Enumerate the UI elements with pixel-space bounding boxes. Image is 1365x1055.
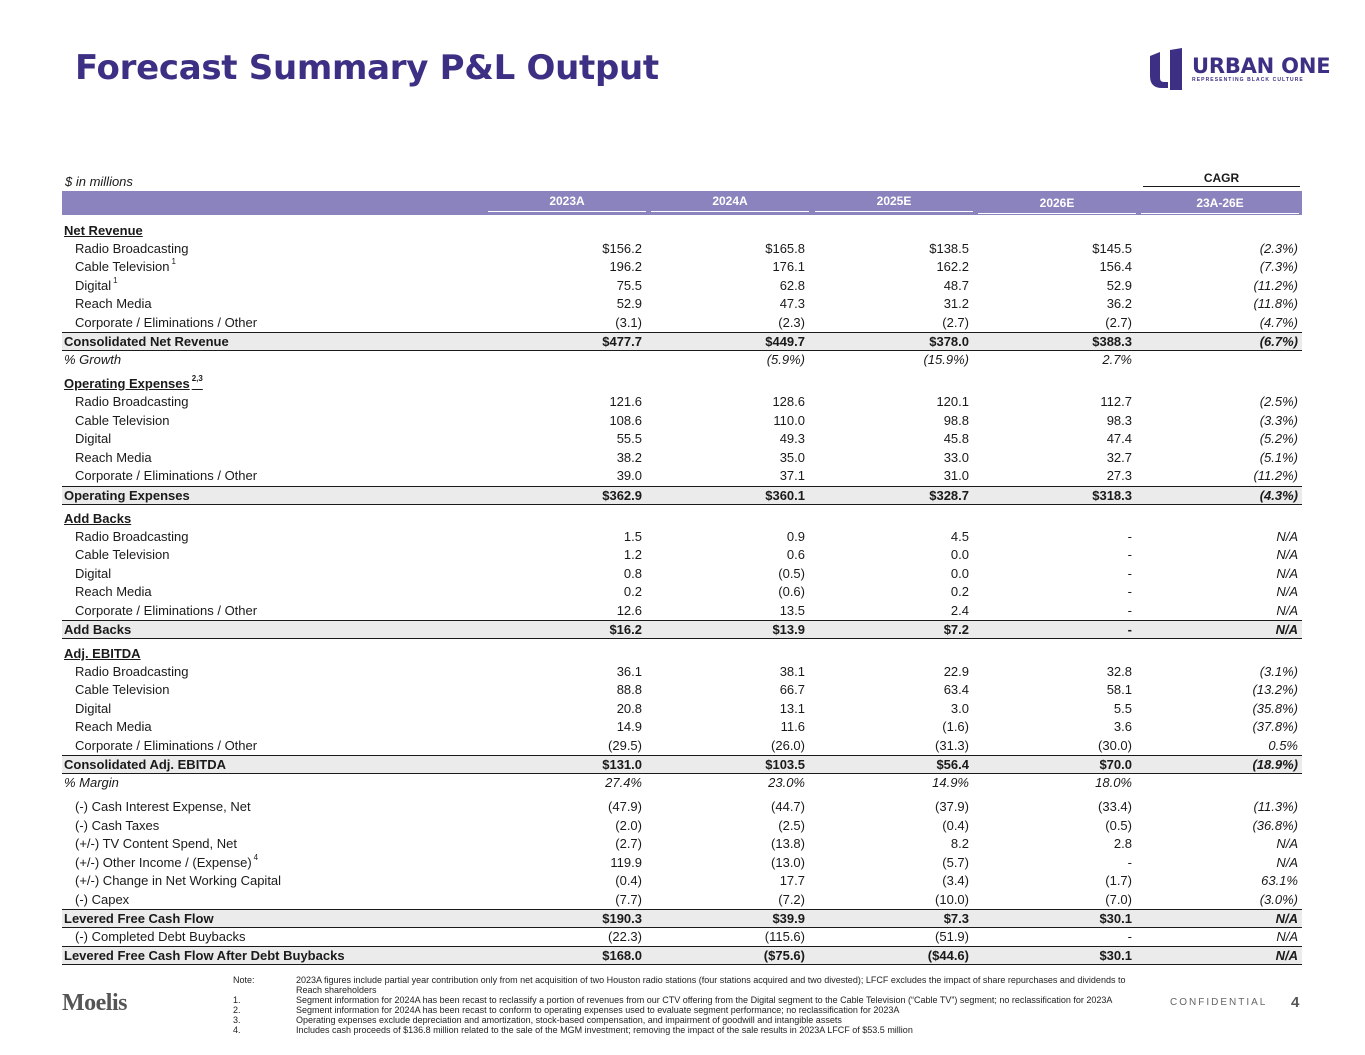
cagr-cell: (36.8%) bbox=[1252, 818, 1298, 833]
value-cell: 12.6 bbox=[616, 603, 642, 618]
table-row bbox=[62, 351, 1302, 369]
value-cell: $70.0 bbox=[1099, 757, 1132, 772]
value-cell: (13.8) bbox=[771, 836, 805, 851]
value-cell: 31.0 bbox=[943, 468, 969, 483]
value-cell: (26.0) bbox=[771, 738, 805, 753]
table-row bbox=[62, 835, 1302, 853]
cagr-cell: (4.7%) bbox=[1259, 315, 1298, 330]
value-cell: $360.1 bbox=[765, 488, 805, 503]
value-cell: 32.8 bbox=[1106, 664, 1132, 679]
value-cell: (33.4) bbox=[1098, 799, 1132, 814]
row-label: Radio Broadcasting bbox=[75, 394, 189, 409]
moelis-logo: Moelis bbox=[62, 990, 127, 1016]
value-cell: 0.2 bbox=[623, 584, 642, 599]
column-header-2024a: 2024A bbox=[651, 194, 809, 212]
value-cell: 112.7 bbox=[1100, 394, 1132, 409]
footnote bbox=[233, 1005, 1133, 1015]
value-cell: $477.7 bbox=[602, 334, 642, 349]
value-cell: - bbox=[1127, 529, 1132, 544]
value-cell: 47.4 bbox=[1106, 431, 1132, 446]
row-label: Digital bbox=[75, 431, 112, 446]
footnote-ref: 2,3 bbox=[191, 374, 203, 383]
footnotes bbox=[233, 975, 1133, 1035]
row-label: Add Backs bbox=[64, 622, 132, 637]
footnote bbox=[233, 975, 1133, 995]
value-cell: - bbox=[1127, 547, 1132, 562]
section-header-row bbox=[62, 645, 1302, 663]
row-label: Reach Media bbox=[75, 296, 152, 311]
total-row bbox=[62, 946, 1302, 965]
table-row bbox=[62, 393, 1302, 411]
cagr-cell: N/A bbox=[1276, 855, 1298, 870]
value-cell: $131.0 bbox=[602, 757, 642, 772]
row-label: Corporate / Eliminations / Other bbox=[75, 603, 258, 618]
row-label: Cable Television bbox=[75, 682, 170, 697]
value-cell: 31.2 bbox=[943, 296, 969, 311]
value-cell: 88.8 bbox=[616, 682, 642, 697]
value-cell: 0.6 bbox=[786, 547, 805, 562]
value-cell: 196.2 bbox=[609, 259, 642, 274]
column-header-2026e: 2026E bbox=[978, 196, 1136, 214]
table-row bbox=[62, 528, 1302, 546]
value-cell: 11.6 bbox=[780, 719, 805, 734]
row-label: Levered Free Cash Flow bbox=[64, 911, 214, 926]
value-cell: $190.3 bbox=[602, 911, 642, 926]
table-row bbox=[62, 277, 1302, 295]
units-label: $ in millions bbox=[65, 174, 133, 189]
value-cell: (10.0) bbox=[935, 892, 969, 907]
cagr-cell: N/A bbox=[1275, 911, 1298, 926]
footnote-ref: 1 bbox=[171, 257, 176, 266]
value-cell: ($44.6) bbox=[927, 948, 969, 963]
footnote-ref: 1 bbox=[113, 276, 118, 285]
cagr-cell: N/A bbox=[1276, 547, 1298, 562]
value-cell: $165.8 bbox=[765, 241, 805, 256]
value-cell: 33.0 bbox=[943, 450, 969, 465]
table-row bbox=[62, 412, 1302, 430]
value-cell: 2.8 bbox=[1113, 836, 1132, 851]
value-cell: $56.4 bbox=[936, 757, 969, 772]
row-label: Cable Television bbox=[75, 413, 170, 428]
value-cell: 14.9% bbox=[932, 775, 969, 790]
value-cell: (2.7) bbox=[615, 836, 642, 851]
value-cell: 13.1 bbox=[779, 701, 805, 716]
table-row bbox=[62, 774, 1302, 792]
cagr-cell: (3.3%) bbox=[1259, 413, 1298, 428]
value-cell: - bbox=[1127, 584, 1132, 599]
value-cell: (2.0) bbox=[615, 818, 642, 833]
cagr-cell: (3.1%) bbox=[1259, 664, 1298, 679]
cagr-cell: (13.2%) bbox=[1252, 682, 1298, 697]
table-row bbox=[62, 817, 1302, 835]
value-cell: $378.0 bbox=[929, 334, 969, 349]
total-row bbox=[62, 486, 1302, 505]
row-label: Digital bbox=[75, 701, 112, 716]
value-cell: $30.1 bbox=[1099, 948, 1132, 963]
cagr-cell: (11.3%) bbox=[1253, 799, 1298, 814]
value-cell: 0.0 bbox=[950, 566, 969, 581]
value-cell: (7.0) bbox=[1105, 892, 1132, 907]
row-label: Corporate / Eliminations / Other bbox=[75, 315, 258, 330]
value-cell: 52.9 bbox=[1106, 278, 1132, 293]
total-row bbox=[62, 620, 1302, 639]
value-cell: 18.0% bbox=[1095, 775, 1132, 790]
value-cell: 0.9 bbox=[786, 529, 805, 544]
footnote-text: Operating expenses exclude depreciation and amortization, stock-based compensation, and impairment of goodwill and intangible assets bbox=[296, 1015, 842, 1025]
value-cell: 98.8 bbox=[943, 413, 969, 428]
row-label: Digital $^1$ bbox=[75, 276, 118, 293]
footnote-key: 1. bbox=[233, 995, 241, 1005]
value-cell: 39.0 bbox=[616, 468, 642, 483]
cagr-cell: N/A bbox=[1276, 529, 1298, 544]
value-cell: - bbox=[1127, 929, 1132, 944]
value-cell: 17.7 bbox=[779, 873, 805, 888]
value-cell: 23.0% bbox=[768, 775, 805, 790]
value-cell: 98.3 bbox=[1106, 413, 1132, 428]
value-cell: (7.7) bbox=[615, 892, 642, 907]
row-label: Corporate / Eliminations / Other bbox=[75, 468, 258, 483]
logo-name: URBAN ONE bbox=[1192, 53, 1331, 78]
value-cell: 20.8 bbox=[616, 701, 642, 716]
confidential-label: CONFIDENTIAL bbox=[1170, 997, 1268, 1008]
value-cell: 1.2 bbox=[623, 547, 642, 562]
row-label: Radio Broadcasting bbox=[75, 664, 189, 679]
footnote bbox=[233, 1025, 1133, 1035]
row-label: Add Backs bbox=[64, 511, 132, 526]
row-label: Consolidated Net Revenue bbox=[64, 334, 229, 349]
urban-one-logo-icon bbox=[1148, 48, 1188, 90]
value-cell: 176.1 bbox=[772, 259, 805, 274]
section-header-row bbox=[62, 222, 1302, 240]
page-number: 4 bbox=[1291, 994, 1300, 1011]
cagr-cell: (18.9%) bbox=[1252, 757, 1298, 772]
row-label: Cable Television bbox=[75, 547, 170, 562]
table-row bbox=[62, 565, 1302, 583]
value-cell: (29.5) bbox=[608, 738, 642, 753]
cagr-cell: N/A bbox=[1276, 603, 1298, 618]
table-row bbox=[62, 430, 1302, 448]
table-row bbox=[62, 295, 1302, 313]
table-row bbox=[62, 449, 1302, 467]
table-row bbox=[62, 700, 1302, 718]
value-cell: 3.6 bbox=[1113, 719, 1132, 734]
value-cell: $145.5 bbox=[1092, 241, 1132, 256]
value-cell: (0.5) bbox=[1105, 818, 1132, 833]
row-label: Operating Expenses bbox=[64, 488, 190, 503]
footnote-key: 4. bbox=[233, 1025, 241, 1035]
value-cell: ($75.6) bbox=[763, 948, 805, 963]
urban-one-logo bbox=[1148, 48, 1330, 90]
table-row bbox=[62, 718, 1302, 736]
value-cell: (7.2) bbox=[778, 892, 805, 907]
row-label: (-) Completed Debt Buybacks bbox=[75, 929, 246, 944]
cagr-cell: (6.7%) bbox=[1259, 334, 1298, 349]
value-cell: $362.9 bbox=[602, 488, 642, 503]
value-cell: $168.0 bbox=[602, 948, 642, 963]
table-row bbox=[62, 583, 1302, 601]
value-cell: 27.4% bbox=[605, 775, 642, 790]
row-label: Corporate / Eliminations / Other bbox=[75, 738, 258, 753]
value-cell: $16.2 bbox=[609, 622, 642, 637]
value-cell: (13.0) bbox=[771, 855, 805, 870]
value-cell: $13.9 bbox=[772, 622, 805, 637]
table-row bbox=[62, 854, 1302, 872]
column-header-23a-26e: 23A-26E bbox=[1141, 196, 1299, 214]
value-cell: (3.4) bbox=[942, 873, 969, 888]
total-row bbox=[62, 332, 1302, 351]
row-label: % Margin bbox=[64, 775, 119, 790]
row-label: Reach Media bbox=[75, 719, 152, 734]
value-cell: 38.2 bbox=[616, 450, 642, 465]
value-cell: 48.7 bbox=[943, 278, 969, 293]
footnote-key: 2. bbox=[233, 1005, 241, 1015]
cagr-cell: (11.8%) bbox=[1253, 296, 1298, 311]
table-row bbox=[62, 663, 1302, 681]
footnote-text: Includes cash proceeds of $136.8 million related to the sale of the MGM investment; removing the impact of the sale results in 2023A LFCF of $53.5 million bbox=[296, 1025, 913, 1035]
value-cell: (1.7) bbox=[1105, 873, 1132, 888]
table-row bbox=[62, 872, 1302, 890]
table-row bbox=[62, 240, 1302, 258]
value-cell: - bbox=[1127, 566, 1132, 581]
cagr-cell: 0.5% bbox=[1268, 738, 1298, 753]
value-cell: 120.1 bbox=[936, 394, 969, 409]
row-label: (-) Cash Interest Expense, Net bbox=[75, 799, 251, 814]
table-row bbox=[62, 314, 1302, 332]
row-label: Reach Media bbox=[75, 584, 152, 599]
value-cell: (31.3) bbox=[935, 738, 969, 753]
total-row bbox=[62, 755, 1302, 774]
value-cell: (5.7) bbox=[942, 855, 969, 870]
value-cell: 47.3 bbox=[779, 296, 805, 311]
value-cell: (0.6) bbox=[778, 584, 805, 599]
row-label: Net Revenue bbox=[64, 223, 143, 238]
value-cell: 36.2 bbox=[1106, 296, 1132, 311]
cagr-cell: (4.3%) bbox=[1259, 488, 1298, 503]
footnote-key: Note: bbox=[233, 975, 255, 985]
value-cell: 2.7% bbox=[1102, 352, 1132, 367]
footnote-text: 2023A figures include partial year contribution only from net acquisition of two Houston radio stations (four stations acquired and two divested); LFCF excludes the impact of share repurchases and dividends to Reach shareholders bbox=[296, 975, 1126, 995]
row-label: Digital bbox=[75, 566, 112, 581]
table-row bbox=[62, 891, 1302, 909]
row-label: Consolidated Adj. EBITDA bbox=[64, 757, 227, 772]
row-label: Radio Broadcasting bbox=[75, 529, 189, 544]
value-cell: 66.7 bbox=[779, 682, 805, 697]
cagr-cell: N/A bbox=[1276, 584, 1298, 599]
value-cell: (37.9) bbox=[935, 799, 969, 814]
value-cell: (22.3) bbox=[608, 929, 642, 944]
value-cell: (2.5) bbox=[778, 818, 805, 833]
cagr-cell: (11.2%) bbox=[1253, 278, 1298, 293]
row-label: (+/-) TV Content Spend, Net bbox=[75, 836, 237, 851]
value-cell: 49.3 bbox=[779, 431, 805, 446]
footnote bbox=[233, 1015, 1133, 1025]
value-cell: $449.7 bbox=[765, 334, 805, 349]
value-cell: 14.9 bbox=[616, 719, 642, 734]
value-cell: 27.3 bbox=[1106, 468, 1132, 483]
value-cell: 32.7 bbox=[1106, 450, 1132, 465]
cagr-cell: N/A bbox=[1276, 566, 1298, 581]
cagr-cell: (11.2%) bbox=[1253, 468, 1298, 483]
value-cell: (2.7) bbox=[1105, 315, 1132, 330]
row-label: % Growth bbox=[64, 352, 122, 367]
cagr-cell: (37.8%) bbox=[1252, 719, 1298, 734]
row-label: (-) Capex bbox=[75, 892, 130, 907]
value-cell: 156.4 bbox=[1099, 259, 1132, 274]
row-label: (+/-) Change in Net Working Capital bbox=[75, 873, 282, 888]
footnote-ref: 4 bbox=[253, 853, 259, 862]
section-header-row bbox=[62, 375, 1302, 393]
value-cell: (47.9) bbox=[608, 799, 642, 814]
cagr-cell: (5.1%) bbox=[1259, 450, 1298, 465]
footnote bbox=[233, 995, 1133, 1005]
footnote-text: Segment information for 2024A has been recast to reclassify a portion of revenues from our CTV offering from the Digital segment to the Cable Television (“Cable TV”) segment; no reclassification for 2023A bbox=[296, 995, 1113, 1005]
value-cell: 75.5 bbox=[616, 278, 642, 293]
row-label: Levered Free Cash Flow After Debt Buybacks bbox=[64, 948, 345, 963]
cagr-cell: (3.0%) bbox=[1259, 892, 1298, 907]
cagr-cell: (5.2%) bbox=[1259, 431, 1298, 446]
value-cell: 38.1 bbox=[779, 664, 805, 679]
value-cell: (0.4) bbox=[615, 873, 642, 888]
row-label: Reach Media bbox=[75, 450, 152, 465]
value-cell: 37.1 bbox=[779, 468, 805, 483]
row-label: (-) Cash Taxes bbox=[75, 818, 160, 833]
value-cell: (51.9) bbox=[935, 929, 969, 944]
value-cell: (1.6) bbox=[942, 719, 969, 734]
value-cell: (0.4) bbox=[942, 818, 969, 833]
value-cell: (15.9%) bbox=[923, 352, 969, 367]
cagr-cell: N/A bbox=[1275, 948, 1298, 963]
value-cell: 4.5 bbox=[950, 529, 969, 544]
value-cell: 108.6 bbox=[609, 413, 642, 428]
value-cell: 0.8 bbox=[623, 566, 642, 581]
value-cell: (5.9%) bbox=[766, 352, 805, 367]
value-cell: 45.8 bbox=[943, 431, 969, 446]
section-header-row bbox=[62, 510, 1302, 528]
value-cell: $388.3 bbox=[1092, 334, 1132, 349]
value-cell: 2.4 bbox=[950, 603, 969, 618]
value-cell: (2.3) bbox=[778, 315, 805, 330]
table-row bbox=[62, 258, 1302, 276]
value-cell: $30.1 bbox=[1099, 911, 1132, 926]
value-cell: (0.5) bbox=[778, 566, 805, 581]
cagr-cell: N/A bbox=[1276, 836, 1298, 851]
value-cell: $328.7 bbox=[929, 488, 969, 503]
table-row bbox=[62, 467, 1302, 485]
value-cell: (2.7) bbox=[942, 315, 969, 330]
column-header-2025e: 2025E bbox=[815, 194, 973, 212]
value-cell: 3.0 bbox=[950, 701, 969, 716]
value-cell: $156.2 bbox=[602, 241, 642, 256]
row-label: (+/-) Other Income / (Expense) $^4$ bbox=[75, 853, 259, 870]
row-label: Cable Television $^1$ bbox=[75, 257, 176, 274]
value-cell: 62.8 bbox=[779, 278, 805, 293]
total-row bbox=[62, 909, 1302, 928]
value-cell: 0.2 bbox=[950, 584, 969, 599]
value-cell: $7.3 bbox=[943, 911, 969, 926]
cagr-cell: N/A bbox=[1275, 622, 1298, 637]
table-row bbox=[62, 546, 1302, 564]
table-row bbox=[62, 681, 1302, 699]
page-title: Forecast Summary P&L Output bbox=[75, 48, 659, 88]
value-cell: (3.1) bbox=[615, 315, 642, 330]
value-cell: 8.2 bbox=[950, 836, 969, 851]
value-cell: $103.5 bbox=[765, 757, 805, 772]
footnote-text: Segment information for 2024A has been recast to conform to operating expenses used to evaluate segment performance; no reclassification for 2023A bbox=[296, 1005, 900, 1015]
value-cell: $39.9 bbox=[772, 911, 805, 926]
row-label: Operating Expenses $^{2,3}$ bbox=[64, 374, 203, 391]
table-row bbox=[62, 798, 1302, 816]
footnote-key: 3. bbox=[233, 1015, 241, 1025]
value-cell: (44.7) bbox=[771, 799, 805, 814]
row-label: Adj. EBITDA bbox=[64, 646, 141, 661]
value-cell: $7.2 bbox=[943, 622, 969, 637]
value-cell: 119.9 bbox=[610, 855, 642, 870]
value-cell: $318.3 bbox=[1092, 488, 1132, 503]
value-cell: - bbox=[1127, 622, 1132, 637]
value-cell: - bbox=[1127, 603, 1132, 618]
cagr-cell: N/A bbox=[1276, 929, 1298, 944]
value-cell: (30.0) bbox=[1098, 738, 1132, 753]
value-cell: 55.5 bbox=[616, 431, 642, 446]
value-cell: 63.4 bbox=[943, 682, 969, 697]
table-row bbox=[62, 602, 1302, 620]
value-cell: 36.1 bbox=[616, 664, 642, 679]
value-cell: 58.1 bbox=[1106, 682, 1132, 697]
value-cell: - bbox=[1127, 855, 1132, 870]
value-cell: 121.6 bbox=[609, 394, 642, 409]
value-cell: 52.9 bbox=[616, 296, 642, 311]
value-cell: 128.6 bbox=[772, 394, 805, 409]
value-cell: 162.2 bbox=[936, 259, 969, 274]
cagr-cell: 63.1% bbox=[1261, 873, 1298, 888]
table-row bbox=[62, 737, 1302, 755]
value-cell: (115.6) bbox=[764, 929, 805, 944]
row-label: Radio Broadcasting bbox=[75, 241, 189, 256]
value-cell: 13.5 bbox=[779, 603, 805, 618]
logo-tagline: REPRESENTING BLACK CULTURE bbox=[1192, 76, 1304, 83]
cagr-cell: (2.5%) bbox=[1259, 394, 1298, 409]
cagr-cell: (2.3%) bbox=[1259, 241, 1298, 256]
cagr-cell: (7.3%) bbox=[1259, 259, 1298, 274]
cagr-header: CAGR bbox=[1143, 171, 1300, 187]
value-cell: 0.0 bbox=[950, 547, 969, 562]
value-cell: $138.5 bbox=[929, 241, 969, 256]
cagr-cell: (35.8%) bbox=[1252, 701, 1298, 716]
value-cell: 5.5 bbox=[1113, 701, 1132, 716]
value-cell: 35.0 bbox=[779, 450, 805, 465]
value-cell: 110.0 bbox=[773, 413, 805, 428]
value-cell: 1.5 bbox=[623, 529, 642, 544]
table-row bbox=[62, 928, 1302, 946]
value-cell: 22.9 bbox=[943, 664, 969, 679]
column-header-2023a: 2023A bbox=[488, 194, 646, 212]
